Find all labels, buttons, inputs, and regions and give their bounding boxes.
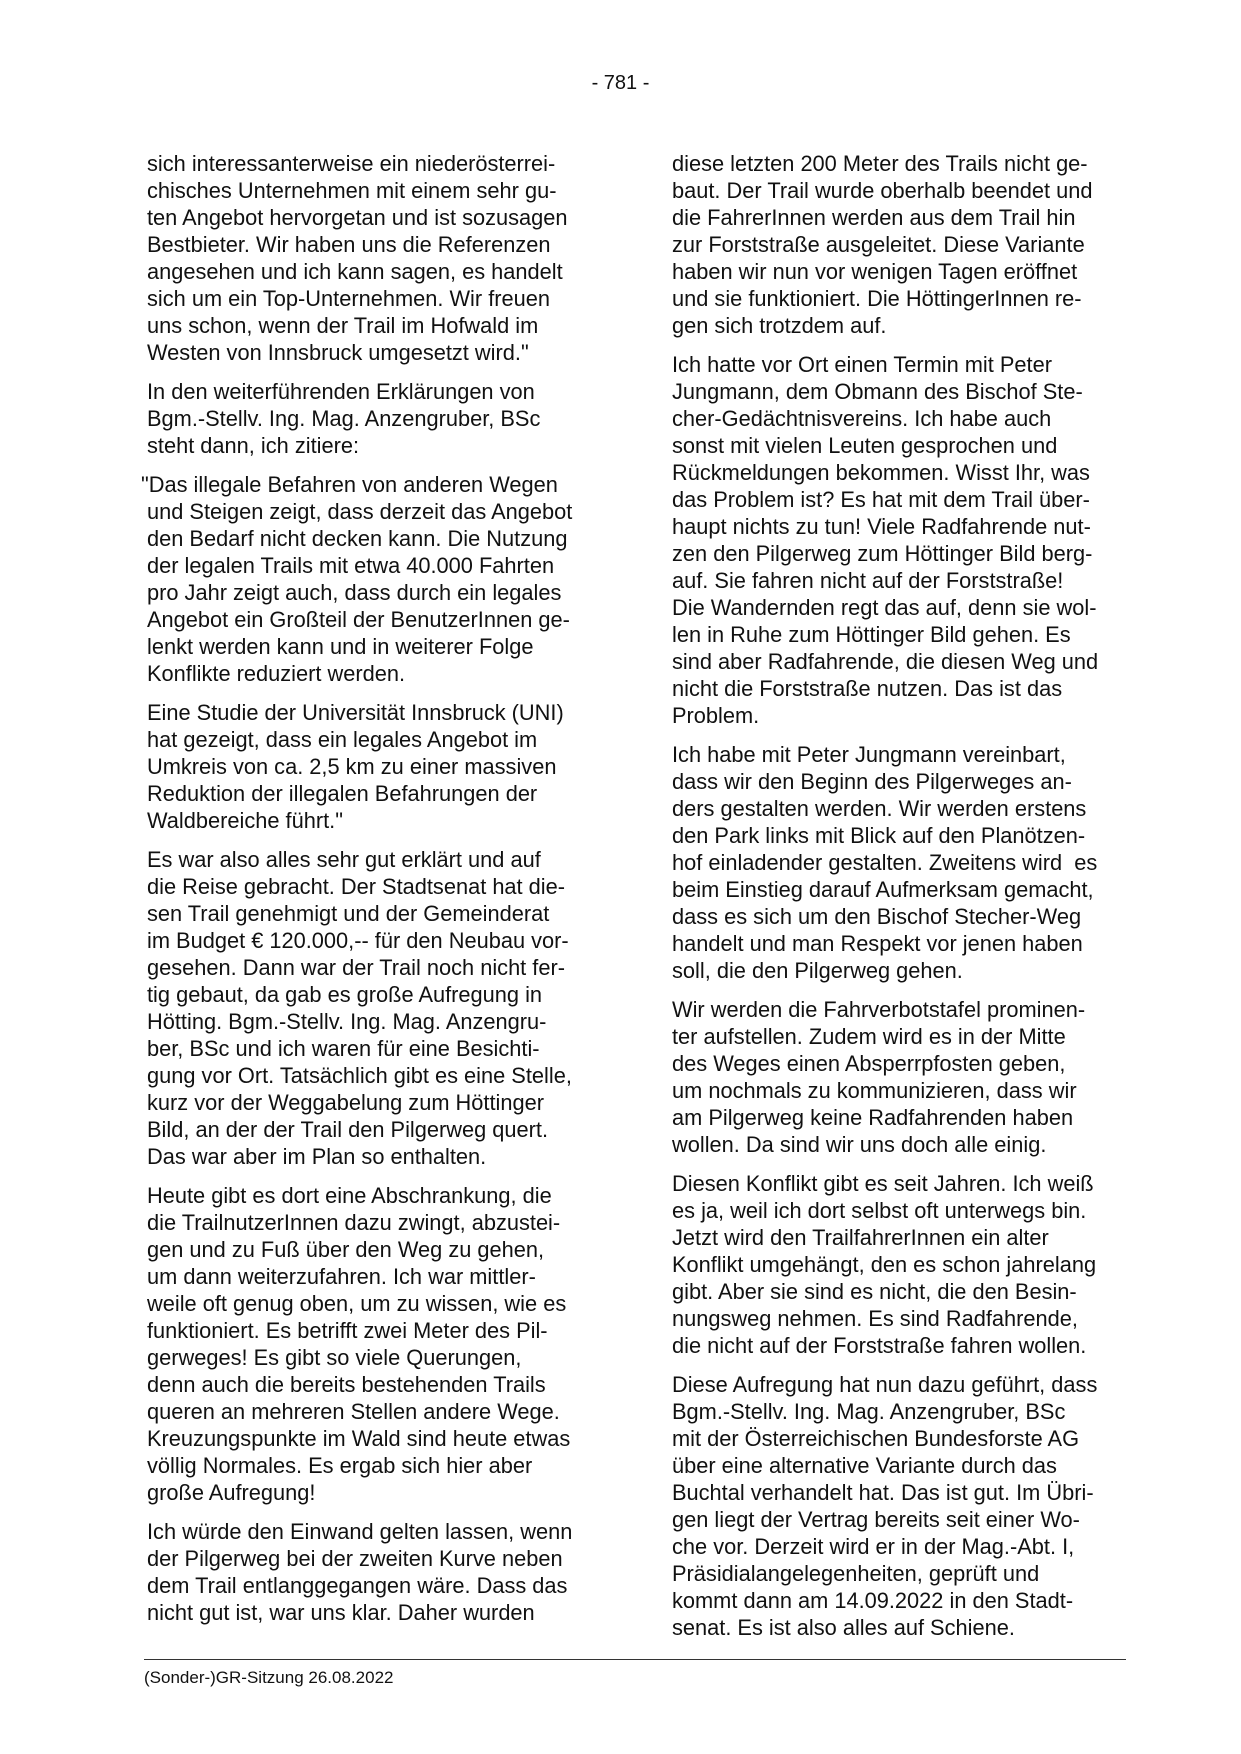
paragraph [147,846,607,1170]
text-line: handelt und man Respekt vor jenen haben [672,931,1083,956]
text-line: steht dann, ich zitiere: [147,433,360,458]
text-line: nicht gut ist, war uns klar. Daher wurden [147,1600,535,1625]
right-column [672,150,1132,1653]
text-line: ter aufstellen. Zudem wird es in der Mitte [672,1024,1066,1049]
text-line: kommt dann am 14.09.2022 in den Stadt- [672,1588,1074,1613]
text-line: Rückmeldungen bekommen. Wisst Ihr, was [672,460,1090,485]
text-line: wollen. Da sind wir uns doch alle einig. [672,1132,1047,1157]
text-line: sich interessanterweise ein niederösterrei- [147,151,556,176]
text-line: Bestbieter. Wir haben uns die Referenzen [147,232,551,257]
paragraph [672,741,1132,984]
text-line: dass es sich um den Bischof Stecher-Weg [672,904,1082,929]
text-line: Diese Aufregung hat nun dazu geführt, dass [672,1372,1098,1397]
text-line: Ich habe mit Peter Jungmann vereinbart, [672,742,1066,767]
text-line: des Weges einen Absperrpfosten geben, [672,1051,1066,1076]
footer-divider [144,1659,1126,1660]
text-line: Waldbereiche führt." [147,808,343,833]
text-line: gerweges! Es gibt so viele Querungen, [147,1345,522,1370]
paragraph [147,1518,607,1626]
paragraph [672,996,1132,1158]
text-line: chisches Unternehmen mit einem sehr gu- [147,178,557,203]
text-line: denn auch die bereits bestehenden Trails [147,1372,546,1397]
text-line: weile oft genug oben, um zu wissen, wie es [147,1291,567,1316]
text-line: uns schon, wenn der Trail im Hofwald im [147,313,539,338]
text-line: sonst mit vielen Leuten gesprochen und [672,433,1058,458]
page-number: - 781 - [591,72,650,94]
text-line: diese letzten 200 Meter des Trails nicht ge- [672,151,1088,176]
text-line: Das war aber im Plan so enthalten. [147,1144,487,1169]
text-line: das Problem ist? Es hat mit dem Trail über- [672,487,1090,512]
text-line: im Budget € 120.000,-- für den Neubau vor- [147,928,569,953]
text-line: gung vor Ort. Tatsächlich gibt es eine Stelle, [147,1063,572,1088]
text-line: sen Trail genehmigt und der Gemeinderat [147,901,550,926]
text-line: baut. Der Trail wurde oberhalb beendet und [672,178,1093,203]
text-line: nungsweg nehmen. Es sind Radfahrende, [672,1306,1078,1331]
text-line: len in Ruhe zum Höttinger Bild gehen. Es [672,622,1071,647]
text-line: hat gezeigt, dass ein legales Angebot im [147,727,538,752]
text-line: über eine alternative Variante durch das [672,1453,1057,1478]
text-line: Eine Studie der Universität Innsbruck (UNI) [147,700,564,725]
text-line: haupt nichts zu tun! Viele Radfahrende nut- [672,514,1091,539]
text-line: kurz vor der Weggabelung zum Höttinger [147,1090,544,1115]
text-line: um dann weiterzufahren. Ich war mittler- [147,1264,536,1289]
text-line: Wir werden die Fahrverbotstafel prominen- [672,997,1086,1022]
text-line: völlig Normales. Es ergab sich hier aber [147,1453,533,1478]
text-line: nicht die Forststraße nutzen. Das ist das [672,676,1063,701]
text-line: mit der Österreichischen Bundesforste AG [672,1426,1080,1451]
text-line: cher-Gedächtnisvereins. Ich habe auch [672,406,1052,431]
text-line: und Steigen zeigt, dass derzeit das Angebot [147,499,573,524]
text-line: den Park links mit Blick auf den Planötzen- [672,823,1086,848]
text-line: Umkreis von ca. 2,5 km zu einer massiven [147,754,557,779]
text-line: Präsidialangelegenheiten, geprüft und [672,1561,1040,1586]
text-line: Reduktion der illegalen Befahrungen der [147,781,538,806]
text-line: queren an mehreren Stellen andere Wege. [147,1399,560,1424]
text-line: gen sich trotzdem auf. [672,313,887,338]
paragraph [147,150,607,366]
text-line: Bgm.-Stellv. Ing. Mag. Anzengruber, BSc [672,1399,1066,1424]
text-line: dem Trail entlanggegangen wäre. Dass das [147,1573,568,1598]
text-line: Problem. [672,703,760,728]
text-line: gesehen. Dann war der Trail noch nicht fer- [147,955,565,980]
text-line: ten Angebot hervorgetan und ist sozusagen [147,205,568,230]
text-line: Heute gibt es dort eine Abschrankung, die [147,1183,552,1208]
text-line: Konflikt umgehängt, den es schon jahrelang [672,1252,1097,1277]
text-line: die TrailnutzerInnen dazu zwingt, abzustei- [147,1210,561,1235]
text-line: der Pilgerweg bei der zweiten Kurve neben [147,1546,563,1571]
text-line: Hötting. Bgm.-Stellv. Ing. Mag. Anzengru- [147,1009,547,1034]
text-line: gen liegt der Vertrag bereits seit einer Wo- [672,1507,1080,1532]
text-line: große Aufregung! [147,1480,316,1505]
paragraph [147,699,607,834]
text-line: Bgm.-Stellv. Ing. Mag. Anzengruber, BSc [147,406,541,431]
text-line: ders gestalten werden. Wir werden erstens [672,796,1087,821]
text-line: lenkt werden kann und in weiterer Folge [147,634,534,659]
text-line: Ich würde den Einwand gelten lassen, wenn [147,1519,573,1544]
text-line: Angebot ein Großteil der BenutzerInnen ge- [147,607,570,632]
text-line: auf. Sie fahren nicht auf der Forststraße! [672,568,1064,593]
text-line: Westen von Innsbruck umgesetzt wird." [147,340,529,365]
paragraph [147,1182,607,1506]
text-line: Es war also alles sehr gut erklärt und auf [147,847,541,872]
text-line: am Pilgerweg keine Radfahrenden haben [672,1105,1074,1130]
text-line: zen den Pilgerweg zum Höttinger Bild berg- [672,541,1093,566]
text-line: In den weiterführenden Erklärungen von [147,379,535,404]
text-line: sich um ein Top-Unternehmen. Wir freuen [147,286,551,311]
text-line: die nicht auf der Forststraße fahren wollen. [672,1333,1087,1358]
text-line: die Reise gebracht. Der Stadtsenat hat die- [147,874,566,899]
text-line: Kreuzungspunkte im Wald sind heute etwas [147,1426,571,1451]
text-line: und sie funktioniert. Die HöttingerInnen re- [672,286,1082,311]
paragraph [672,1371,1132,1641]
text-line: tig gebaut, da gab es große Aufregung in [147,982,543,1007]
text-line: Buchtal verhandelt hat. Das ist gut. Im Übri- [672,1480,1094,1505]
text-line: zur Forststraße ausgeleitet. Diese Variante [672,232,1085,257]
left-column [141,150,607,1638]
quote-paragraph [141,471,607,687]
text-line: hof einladender gestalten. Zweitens wird es [672,850,1098,875]
text-line: Diesen Konflikt gibt es seit Jahren. Ich weiß [672,1171,1094,1196]
text-line: beim Einstieg darauf Aufmerksam gemacht, [672,877,1094,902]
text-line: angesehen und ich kann sagen, es handelt [147,259,563,284]
text-line: Bild, an der der Trail den Pilgerweg quert. [147,1117,549,1142]
text-line: senat. Es ist also alles auf Schiene. [672,1615,1015,1640]
text-line: pro Jahr zeigt auch, dass durch ein legales [147,580,562,605]
text-line: den Bedarf nicht decken kann. Die Nutzung [147,526,568,551]
text-line: Jetzt wird den TrailfahrerInnen ein alter [672,1225,1049,1250]
text-line: soll, die den Pilgerweg gehen. [672,958,963,983]
text-line: Jungmann, dem Obmann des Bischof Ste- [672,379,1083,404]
text-line: funktioniert. Es betrifft zwei Meter des Pil- [147,1318,548,1343]
text-line: gibt. Aber sie sind es nicht, die den Besin- [672,1279,1077,1304]
text-line: es ja, weil ich dort selbst oft unterwegs bin. [672,1198,1087,1223]
paragraph [147,378,607,459]
text-line: Konflikte reduziert werden. [147,661,406,686]
text-line: che vor. Derzeit wird er in der Mag.-Abt. I, [672,1534,1075,1559]
text-line: Die Wandernden regt das auf, denn sie wol- [672,595,1097,620]
paragraph [672,150,1132,339]
paragraph [672,1170,1132,1359]
text-line: dass wir den Beginn des Pilgerweges an- [672,769,1072,794]
footer-session-date: (Sonder-)GR-Sitzung 26.08.2022 [144,1668,394,1687]
text-line: um nochmals zu kommunizieren, dass wir [672,1078,1077,1103]
text-line: gen und zu Fuß über den Weg zu gehen, [147,1237,545,1262]
text-line: haben wir nun vor wenigen Tagen eröffnet [672,259,1078,284]
paragraph [672,351,1132,729]
text-line: sind aber Radfahrende, die diesen Weg und [672,649,1099,674]
text-line: Ich hatte vor Ort einen Termin mit Peter [672,352,1052,377]
text-line: die FahrerInnen werden aus dem Trail hin [672,205,1076,230]
text-line: "Das illegale Befahren von anderen Wegen [141,472,558,497]
text-line: ber, BSc und ich waren für eine Besichti- [147,1036,540,1061]
text-line: der legalen Trails mit etwa 40.000 Fahrten [147,553,555,578]
